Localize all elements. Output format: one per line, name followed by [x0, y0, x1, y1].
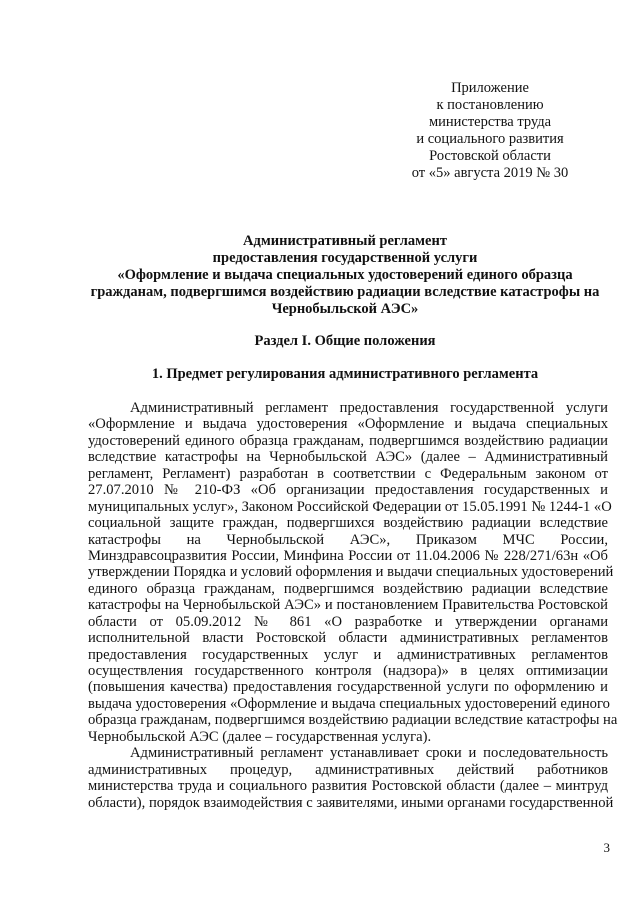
paragraph-line: катастрофы на Чернобыльской АЭС», Приказом МЧС России,	[88, 531, 608, 548]
title-line: Административный регламент	[243, 233, 447, 249]
paragraph-line: области от 05.09.2012 № 861 «О разработке и утверждении органами	[88, 613, 608, 630]
paragraph-line: административных процедур, административных действий работников	[88, 761, 608, 778]
title-line: предоставления государственной услуги	[212, 250, 478, 266]
paragraph-line: осуществления государственного контроля (надзора)» в целях оптимизации	[88, 663, 608, 679]
paragraph-line: социальной защите граждан, подвергшихся воздействию радиации вследствие	[88, 515, 608, 532]
document-title	[85, 233, 605, 318]
appendix-line: и социального развития	[416, 131, 564, 147]
title-line: Чернобыльской АЭС»	[271, 301, 419, 317]
paragraph-line: области), порядок взаимодействия с заявителями, иными органами государственной	[88, 794, 614, 811]
appendix-block	[380, 80, 600, 182]
appendix-line: министерства труда	[428, 114, 552, 130]
paragraph-line: Чернобыльской АЭС (далее – государственная услуга).	[88, 728, 432, 745]
paragraph-line: вследствие катастрофы на Чернобыльской АЭС» (далее – Административный	[88, 449, 608, 466]
paragraph-line: «Оформление и выдача удостоверения «Оформление и выдача специальных	[88, 416, 608, 433]
appendix-line: Приложение	[451, 80, 529, 96]
paragraph-line: Минздравсоцразвития России, Минфина России от 11.04.2006 № 228/271/63н «Об	[88, 547, 608, 564]
paragraph-line: удостоверений единого образца гражданам, подвергшимся воздействию радиации	[88, 432, 608, 449]
section-heading: Раздел I. Общие положения	[254, 333, 436, 349]
paragraph-line: образца гражданам, подвергшимся воздействию радиации вследствие катастрофы на	[88, 712, 618, 729]
paragraph-line: единого образца гражданам, подвергшимся воздействию радиации вследствие	[88, 580, 608, 597]
paragraph-line: (повышения качества) предоставления государственной услуги по оформлению и	[88, 679, 608, 696]
paragraph-line: Административный регламент предоставления государственной услуги	[130, 400, 608, 416]
paragraph-line: утверждении Порядка и условий оформления и выдачи специальных удостоверений	[88, 564, 614, 581]
paragraph-line: исполнительной власти Ростовской области административных регламентов	[88, 630, 608, 647]
appendix-line: к постановлению	[436, 97, 544, 113]
paragraph-line: предоставления государственных услуг и административных регламентов	[88, 646, 608, 663]
title-line: «Оформление и выдача специальных удостоверений единого образца	[117, 267, 573, 283]
body-text	[88, 400, 618, 811]
appendix-line: Ростовской области	[429, 148, 551, 164]
paragraph-line: выдача удостоверения «Оформление и выдача специальных удостоверений единого	[88, 695, 610, 712]
paragraph-line: катастрофы на Чернобыльской АЭС» и постановлением Правительства Ростовской	[88, 597, 608, 614]
title-line: гражданам, подвергшимся воздействию радиации вследствие катастрофы на	[90, 284, 600, 300]
appendix-line: от «5» августа 2019 № 30	[411, 165, 569, 181]
page-number: 3	[603, 840, 610, 855]
paragraph-line: муниципальных услуг», Законом Российской Федерации от 15.05.1991 № 1244-1 «О	[88, 498, 612, 515]
paragraph-line: 27.07.2010 № 210-ФЗ «Об организации предоставления государственных и	[88, 482, 608, 499]
paragraph-line: регламент, Регламент) разработан в соответствии с Федеральным законом от	[88, 465, 608, 482]
paragraph-line: министерства труда и социального развития Ростовской области (далее – минтруд	[88, 778, 608, 795]
paragraph-line: Административный регламент устанавливает сроки и последовательность	[130, 745, 608, 762]
subsection-heading: 1. Предмет регулирования административного регламента	[151, 366, 539, 382]
